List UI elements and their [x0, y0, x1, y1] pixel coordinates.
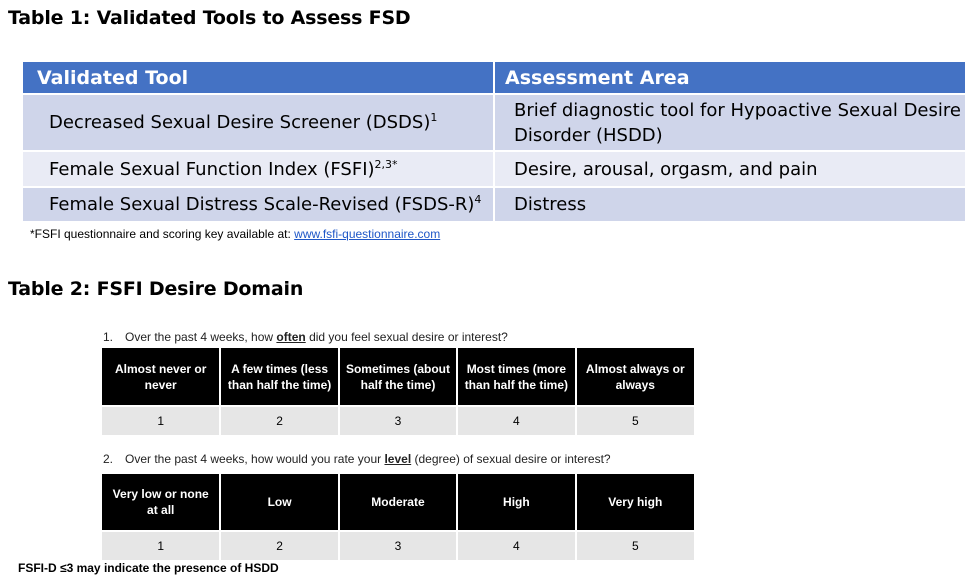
- table1-footnote: *FSFI questionnaire and scoring key available at: www.fsfi-questionnaire.com: [30, 227, 441, 241]
- score-cell: 3: [339, 531, 457, 560]
- column-header-area: Assessment Area: [494, 62, 965, 94]
- option-cell: High: [457, 474, 575, 531]
- options-row: [102, 474, 694, 531]
- question-1-scale: [102, 348, 694, 435]
- area-cell: Brief diagnostic tool for Hypoactive Sexual Desire Disorder (HSDD): [494, 94, 965, 151]
- score-cell: 2: [220, 406, 338, 435]
- scores-row: [102, 406, 694, 435]
- option-cell: Very high: [576, 474, 694, 531]
- table-row: [23, 187, 965, 221]
- table-row: [23, 151, 965, 187]
- option-cell: Sometimes (about half the time): [339, 348, 457, 406]
- question-2: 2. Over the past 4 weeks, how would you rate your level (degree) of sexual desire or interest?: [103, 452, 611, 466]
- score-cell: 2: [220, 531, 338, 560]
- hsdd-note: FSFI-D ≤3 may indicate the presence of HSDD: [18, 561, 279, 575]
- column-header-tool: Validated Tool: [23, 62, 494, 94]
- table-row: [23, 94, 965, 151]
- question-2-scale: [102, 474, 694, 560]
- area-cell: Distress: [494, 187, 965, 221]
- question-1: 1. Over the past 4 weeks, how often did you feel sexual desire or interest?: [103, 330, 508, 344]
- score-cell: 5: [576, 406, 694, 435]
- table1-title: Table 1: Validated Tools to Assess FSD: [8, 7, 411, 29]
- score-cell: 1: [102, 531, 220, 560]
- option-cell: Most times (more than half the time): [457, 348, 575, 406]
- score-cell: 1: [102, 406, 220, 435]
- tool-cell: Decreased Sexual Desire Screener (DSDS)$^1$: [23, 94, 494, 151]
- option-cell: Almost always or always: [576, 348, 694, 406]
- option-cell: A few times (less than half the time): [220, 348, 338, 406]
- score-cell: 4: [457, 406, 575, 435]
- score-cell: 3: [339, 406, 457, 435]
- table2-title: Table 2: FSFI Desire Domain: [8, 278, 304, 300]
- validated-tools-table: [23, 62, 965, 221]
- option-cell: Almost never or never: [102, 348, 220, 406]
- options-row: [102, 348, 694, 406]
- option-cell: Moderate: [339, 474, 457, 531]
- option-cell: Very low or none at all: [102, 474, 220, 531]
- score-cell: 5: [576, 531, 694, 560]
- option-cell: Low: [220, 474, 338, 531]
- tool-cell: Female Sexual Distress Scale-Revised (FSDS-R)$^4$: [23, 187, 494, 221]
- scores-row: [102, 531, 694, 560]
- score-cell: 4: [457, 531, 575, 560]
- area-cell: Desire, arousal, orgasm, and pain: [494, 151, 965, 187]
- tool-cell: Female Sexual Function Index (FSFI)$^{2,3*}$: [23, 151, 494, 187]
- table-header-row: [23, 62, 965, 94]
- fsfi-questionnaire-link[interactable]: www.fsfi-questionnaire.com: [294, 227, 441, 241]
